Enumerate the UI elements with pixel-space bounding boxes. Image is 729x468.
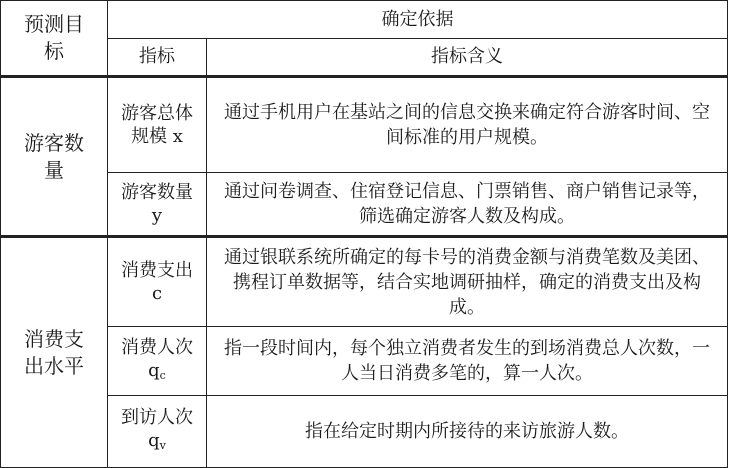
meaning-cell: 指在给定时期内所接待的来访旅游人数。 (207, 396, 728, 468)
meaning-cell: 通过问卷调查、住宿登记信息、门票销售、商户销售记录等，筛选确定游客人数及构成。 (207, 173, 728, 237)
header-meaning: 指标含义 (207, 39, 728, 77)
indicator-cell: 消费支出 c (108, 237, 207, 327)
meaning-cell: 指一段时间内，每个独立消费者发生的到场消费总人次数，一人当日消费多笔的，算一人次。 (207, 327, 728, 396)
indicator-cell: 游客数量 y (108, 173, 207, 237)
indicator-main-text: 到访人次 q (121, 407, 193, 451)
header-basis: 确定依据 (108, 1, 728, 39)
header-indicator: 指标 (108, 39, 207, 77)
table-row (1, 173, 728, 237)
table-row (1, 77, 728, 173)
indicator-cell (108, 396, 207, 468)
group-target-visitors: 游客数量 (1, 77, 108, 237)
indicator-main-text: 消费人次 q (121, 336, 193, 381)
meaning-cell: 通过银联系统所确定的每卡号的消费金额与消费笔数及美团、携程订单数据等，结合实地调研抽样，确定的消费支出及构成。 (207, 237, 728, 327)
group-target-spending: 消费支出水平 (1, 237, 108, 468)
meaning-cell: 通过手机用户在基站之间的信息交换来确定符合游客时间、空间标准的用户规模。 (207, 77, 728, 173)
indicator-cell (108, 327, 207, 396)
header-row-2 (1, 39, 728, 77)
indicator-subscript: v (159, 439, 166, 452)
header-target: 预测目标 (1, 1, 108, 77)
header-row-1 (1, 1, 728, 39)
table-row (1, 327, 728, 396)
table-row (1, 237, 728, 327)
indicator-subscript: c (159, 368, 166, 382)
indicator-cell: 游客总体规模 x (108, 77, 207, 173)
table-row (1, 396, 728, 468)
